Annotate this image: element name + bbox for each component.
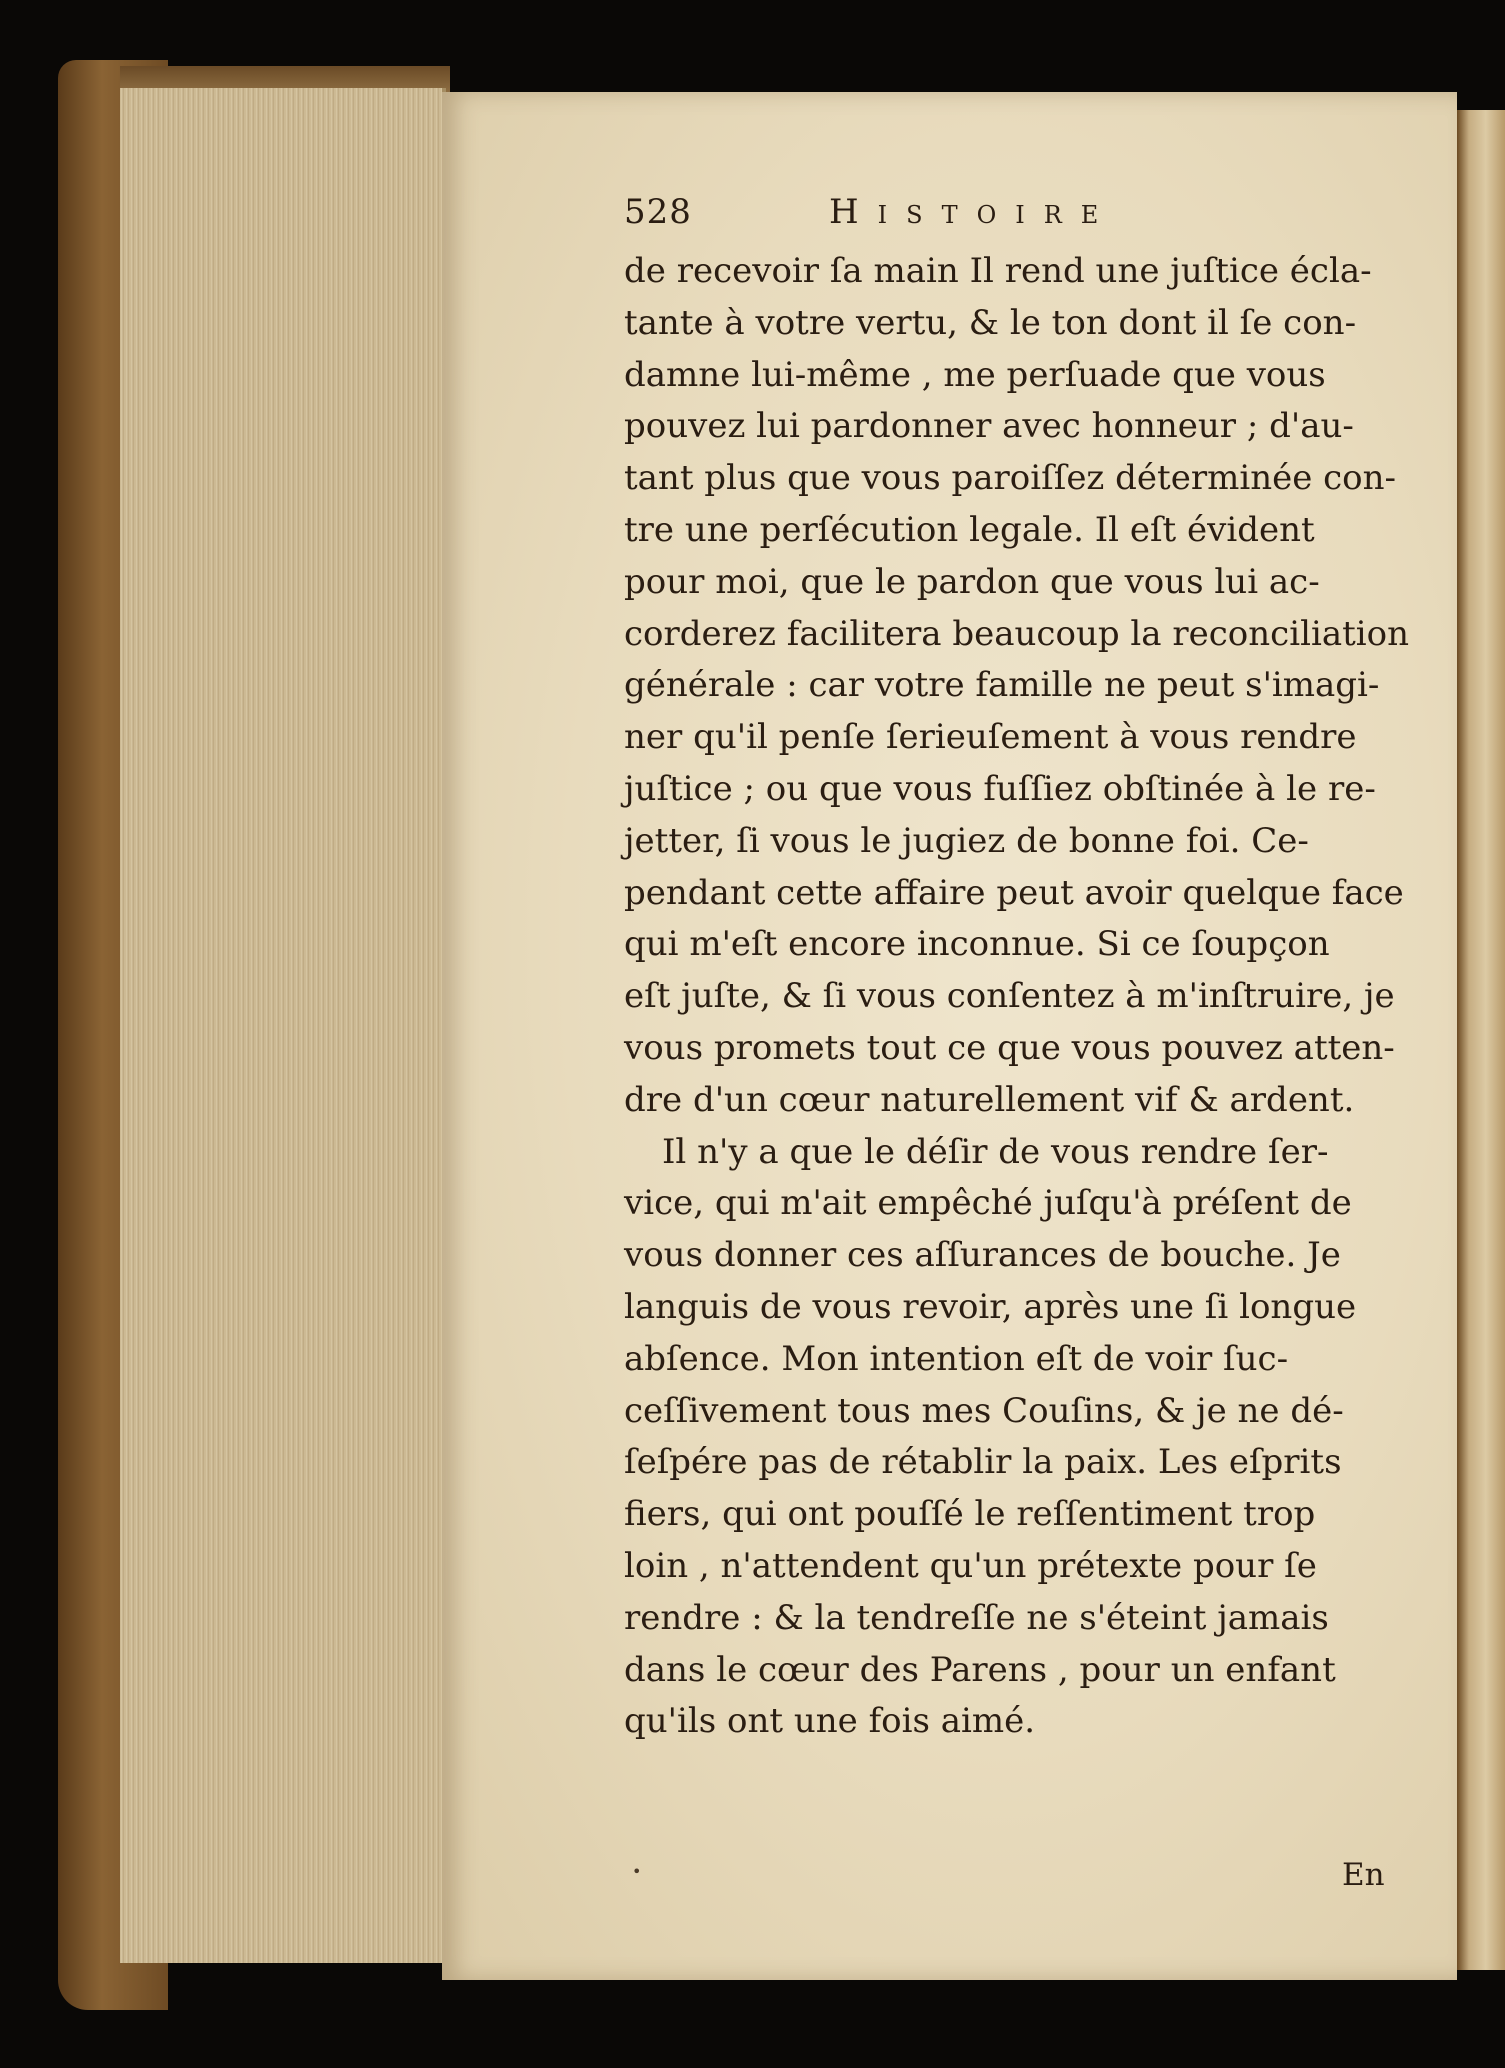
text-line: pendant cette affaire peut avoir quelque face (624, 872, 1404, 913)
text-line: juſtice ; ou que vous fuſſiez obſtinée à le re- (624, 768, 1376, 809)
book-page (442, 92, 1457, 1980)
running-title: Histoire (829, 192, 1118, 232)
text-line: qui m'eſt encore inconnue. Si ce ſoupçon (624, 924, 1330, 965)
text-line: ner qu'il penſe ſerieuſement à vous rendre (624, 717, 1357, 758)
text-block (624, 184, 1409, 1893)
print-mark-icon: • (632, 1862, 642, 1881)
text-line: ceſſivement tous mes Couſins, & je ne dé- (624, 1390, 1344, 1431)
text-line: tant plus que vous paroiſſez déterminée con- (624, 458, 1397, 499)
text-line: tante à votre vertu, & le ton dont il ſe con- (624, 302, 1357, 343)
text-line: fiers, qui ont pouſſé le reſſentiment trop (624, 1494, 1316, 1535)
text-line: loin , n'attendent qu'un prétexte pour ſe (624, 1545, 1317, 1586)
text-line-indented: Il n'y a que le déſir de vous rendre ſer- (662, 1131, 1329, 1172)
text-line: abſence. Mon intention eſt de voir ſuc- (624, 1338, 1289, 1379)
page-number: 528 (624, 192, 692, 232)
text-line: pour moi, que le pardon que vous lui ac- (624, 561, 1320, 602)
text-line: eſt juſte, & ſi vous conſentez à m'inſtruire, je (624, 976, 1395, 1017)
text-line: vous promets tout ce que vous pouvez atten- (624, 1027, 1395, 1068)
text-line: de recevoir ſa main Il rend une juſtice écla- (624, 251, 1372, 291)
facing-page-edge (1457, 110, 1505, 1970)
text-line: vous donner ces aſſurances de bouche. Je (624, 1235, 1341, 1276)
text-line: corderez facilitera beaucoup la reconciliation (624, 613, 1409, 654)
text-line: pouvez lui pardonner avec honneur ; d'au- (624, 406, 1354, 447)
text-line: générale : car votre famille ne peut s'imagi- (624, 665, 1380, 706)
catchword: En (1342, 1857, 1385, 1893)
running-head (624, 184, 1404, 246)
text-line: rendre : & la tendreſſe ne s'éteint jamais (624, 1597, 1329, 1638)
text-line: qu'ils ont une fois aimé. (624, 1701, 1036, 1742)
text-line: languis de vous revoir, après une ſi longue (624, 1286, 1357, 1327)
text-line: damne lui-même , me perſuade que vous (624, 354, 1326, 395)
text-line: ſeſpére pas de rétablir la paix. Les eſprits (624, 1442, 1342, 1483)
text-line: tre une perſécution legale. Il eſt évident (624, 509, 1315, 550)
text-line: dans le cœur des Parens , pour un enfant (624, 1649, 1336, 1690)
text-line: jetter, ſi vous le jugiez de bonne foi. Ce- (624, 820, 1309, 861)
text-line: vice, qui m'ait empêché juſqu'à préſent de (624, 1183, 1352, 1224)
text-line: dre d'un cœur naturellement vif & ardent. (624, 1079, 1355, 1120)
page-edges-block (120, 88, 446, 1963)
